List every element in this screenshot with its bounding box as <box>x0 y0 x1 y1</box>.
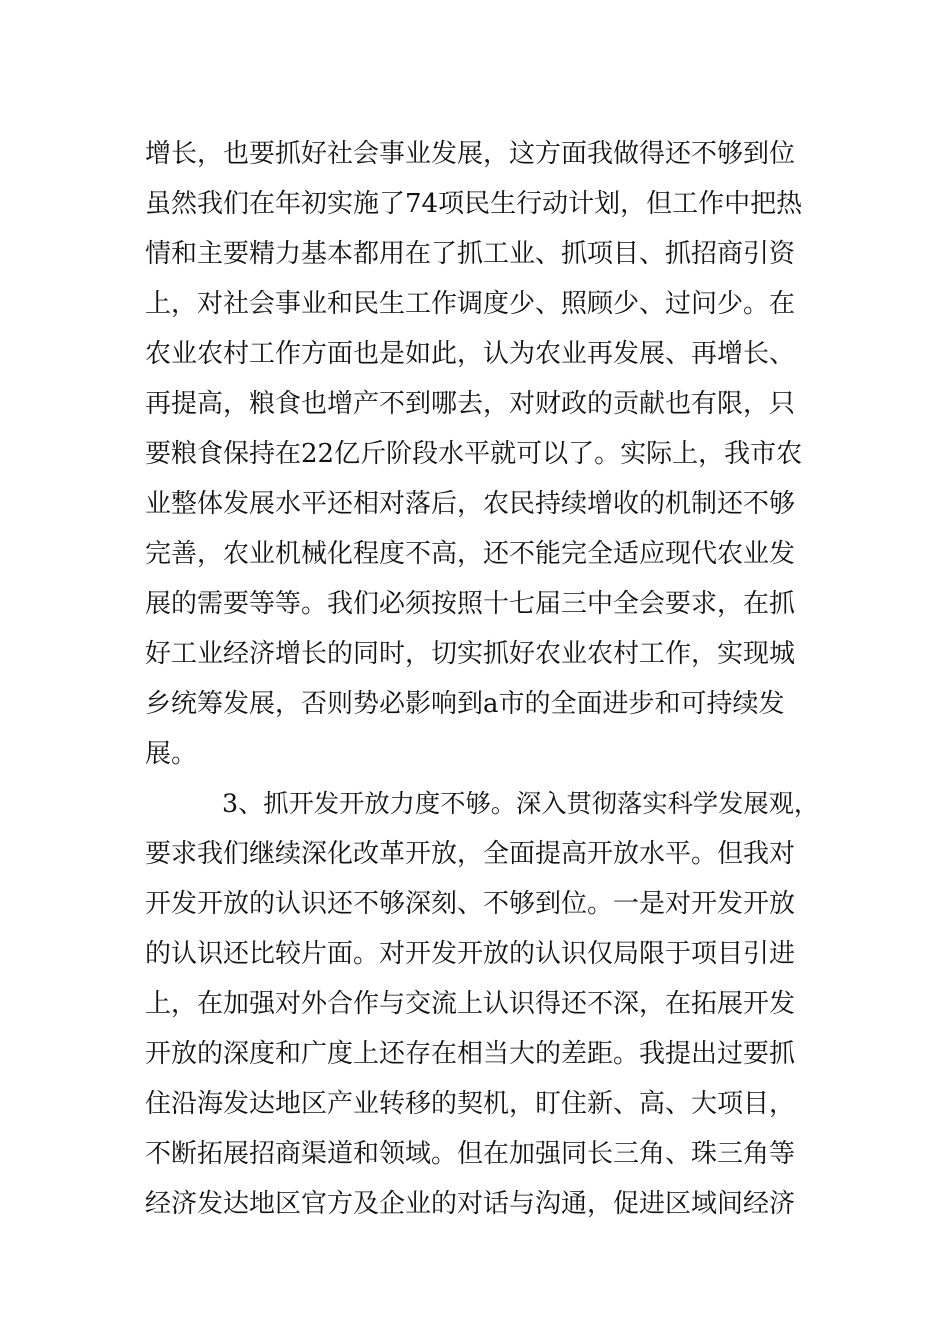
text-line: 再提高，粮食也增产不到哪去，对财政的贡献也有限，只 <box>145 389 796 419</box>
text-line: 虽然我们在年初实施了74项民生行动计划，但工作中把热 <box>145 189 803 219</box>
text-line: 情和主要精力基本都用在了抓工业、抓项目、抓招商引资 <box>145 239 796 269</box>
text-line: 完善，农业机械化程度不高，还不能完全适应现代农业发 <box>145 539 796 569</box>
text-line: 开放的深度和广度上还存在相当大的差距。我提出过要抓 <box>145 1039 796 1069</box>
text-line: 要粮食保持在22亿斤阶段水平就可以了。实际上，我市农 <box>145 439 803 469</box>
text-line: 农业农村工作方面也是如此，认为农业再发展、再增长、 <box>145 339 796 369</box>
text-line: 展的需要等等。我们必须按照十七届三中全会要求，在抓 <box>145 589 796 619</box>
text-line: 要求我们继续深化改革开放，全面提高开放水平。但我对 <box>145 839 796 869</box>
text-line: 上，对社会事业和民生工作调度少、照顾少、过问少。在 <box>145 289 796 319</box>
text-line: 开发开放的认识还不够深刻、不够到位。一是对开发开放 <box>145 889 796 919</box>
text-line: 乡统筹发展，否则势必影响到a市的全面进步和可持续发 <box>145 689 785 719</box>
text-line: 不断拓展招商渠道和领域。但在加强同长三角、珠三角等 <box>145 1139 796 1169</box>
text-line: 经济发达地区官方及企业的对话与沟通，促进区域间经济 <box>145 1189 796 1219</box>
text-line: 好工业经济增长的同时，切实抓好农业农村工作，实现城 <box>145 639 796 669</box>
text-line: 增长，也要抓好社会事业发展，这方面我做得还不够到位 <box>145 139 796 169</box>
text-line: 的认识还比较片面。对开发开放的认识仅局限于项目引进 <box>145 939 796 969</box>
text-line: 业整体发展水平还相对落后，农民持续增收的机制还不够 <box>145 489 796 519</box>
paragraph-heading-line: 3、抓开发开放力度不够。深入贯彻落实科学发展观， <box>222 789 820 818</box>
text-line: 上，在加强对外合作与交流上认识得还不深，在拓展开发 <box>145 989 796 1019</box>
text-line: 住沿海发达地区产业转移的契机，盯住新、高、大项目， <box>145 1089 796 1119</box>
text-line: 展。 <box>145 739 198 769</box>
